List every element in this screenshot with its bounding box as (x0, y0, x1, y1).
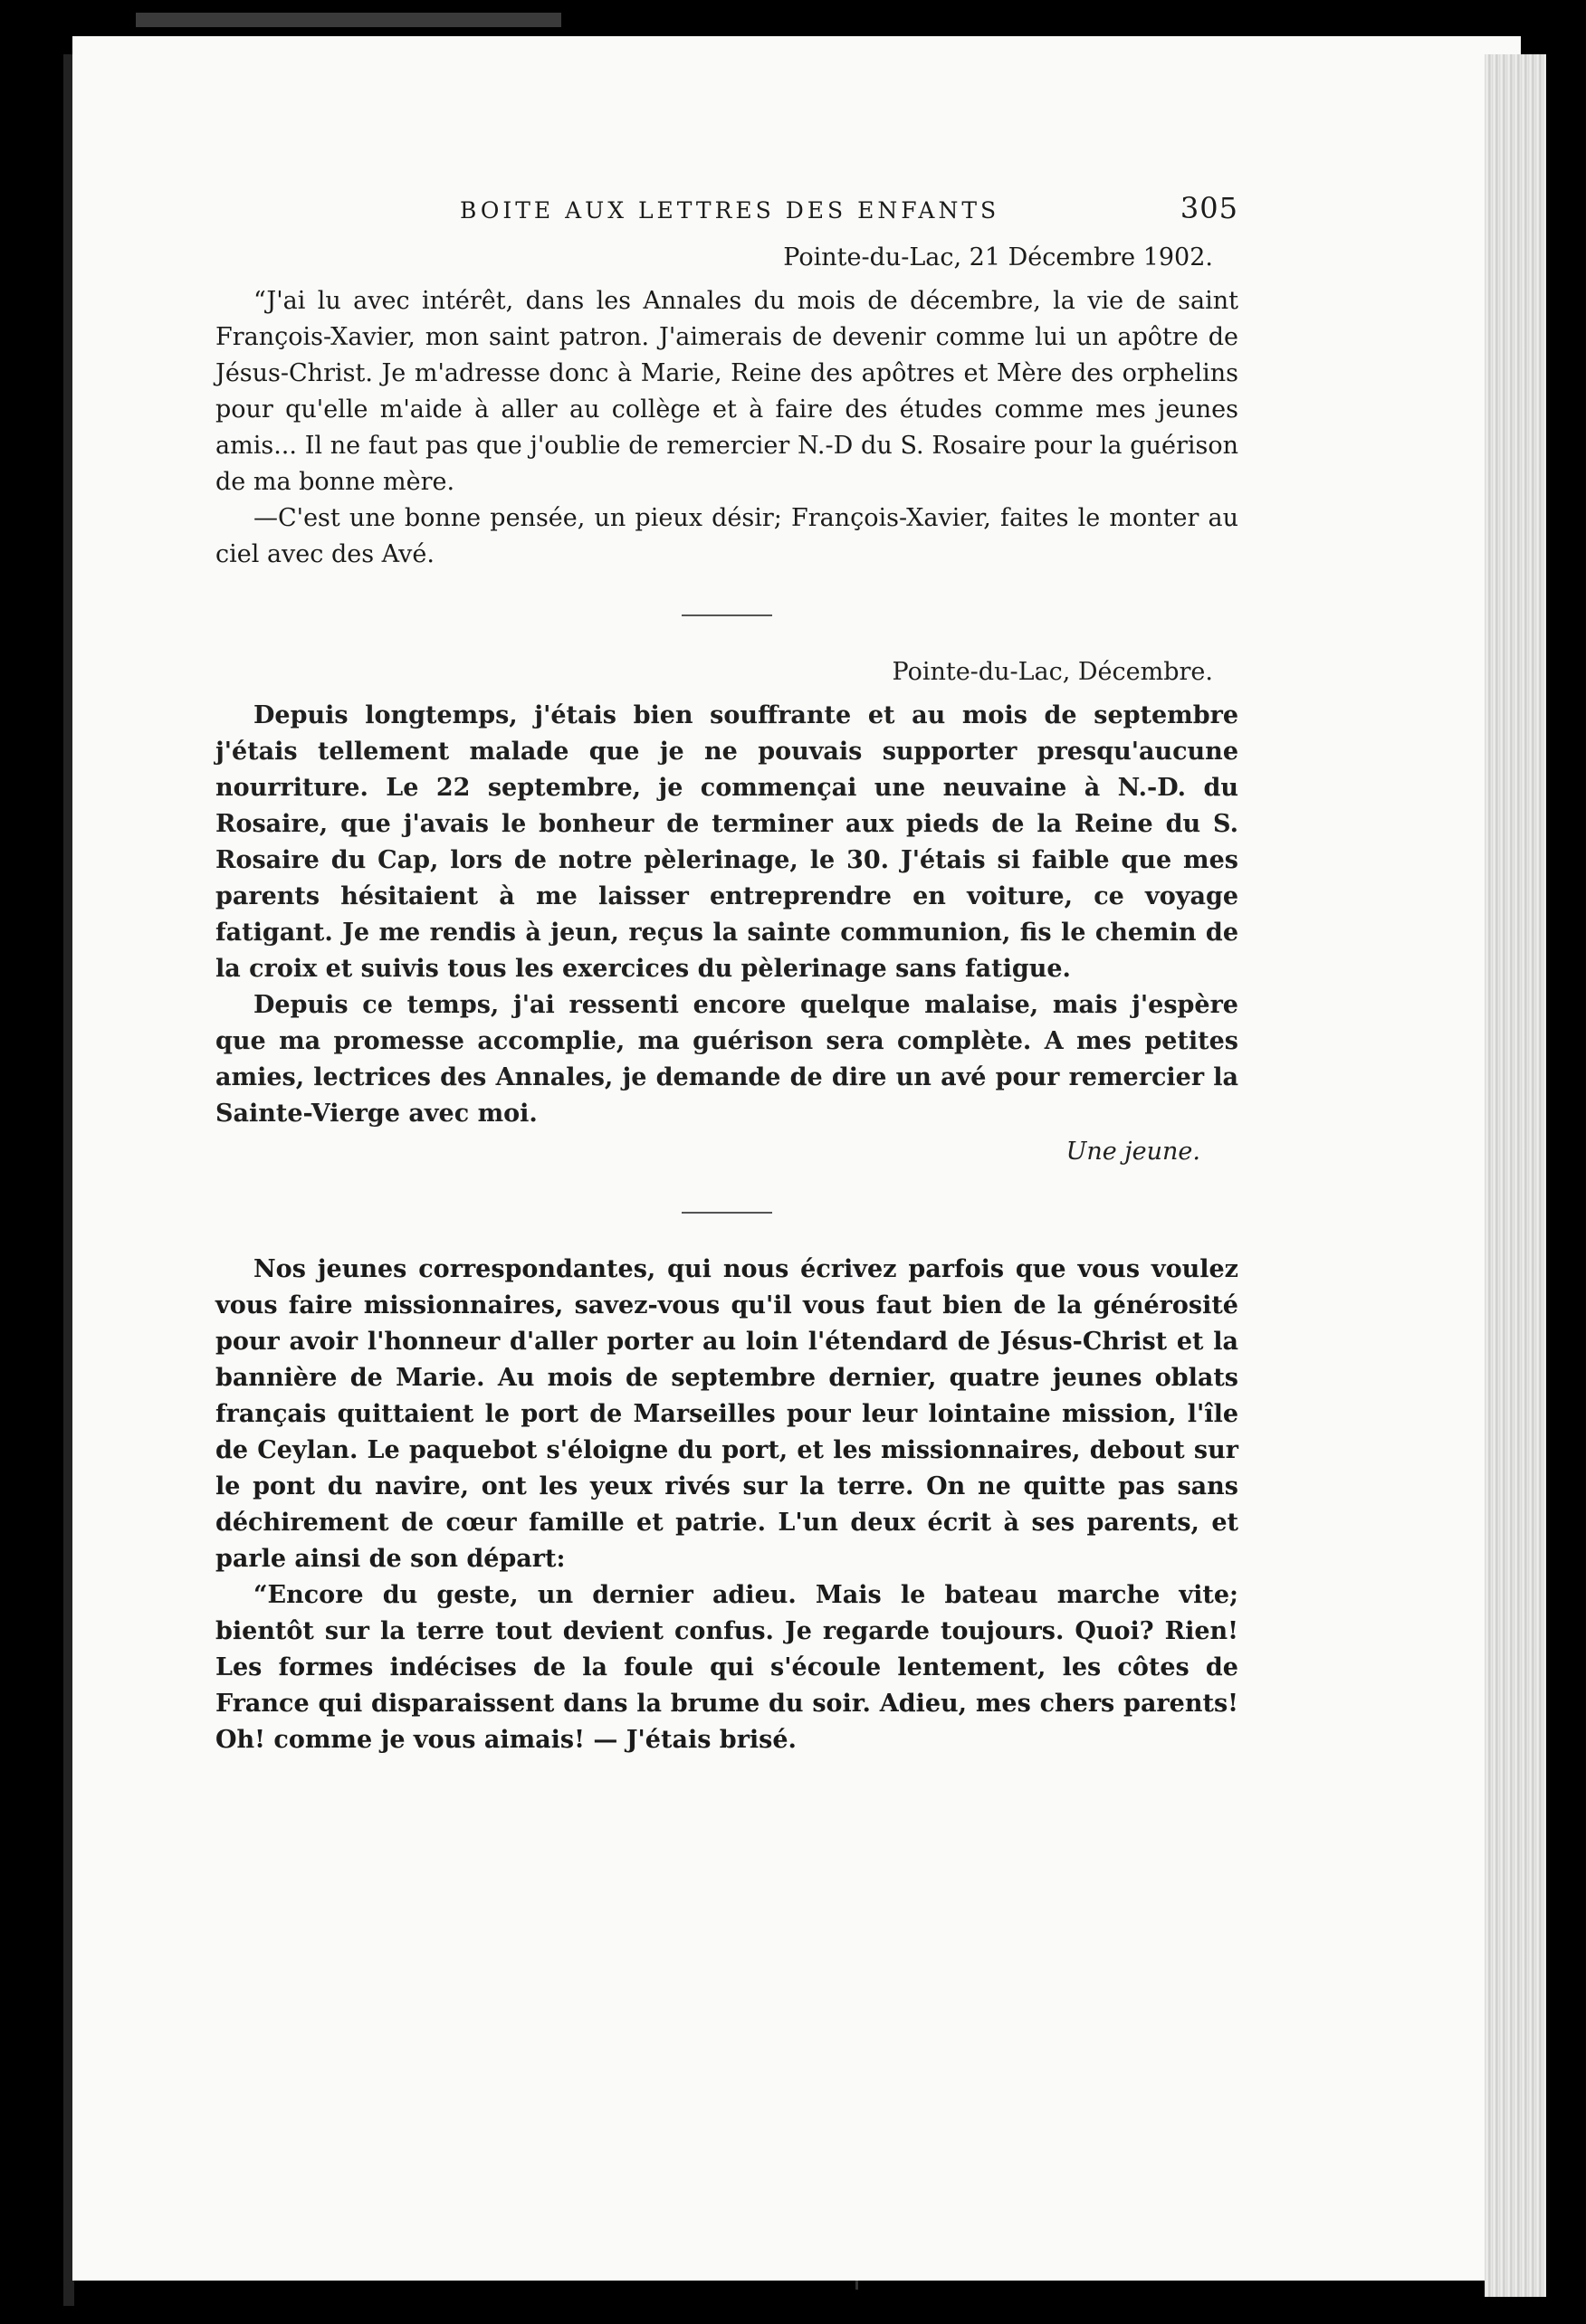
section-3-paragraph-2: “Encore du geste, un dernier adieu. Mais le bateau marche vite; bientôt sur la terre tout devient confus. Je regarde toujours. Quoi? Rien! Les formes indécises de la foule qui s'écoule lentement, les côtes de France qui disparaissent dans la brume du soir. Adieu, mes chers parents! Oh! comme je vous aimais! — J'étais brisé. (215, 1581, 1238, 1754)
letter-2-signature: Une jeune. (1065, 1138, 1200, 1166)
running-head-title: BOITE AUX LETTRES DES ENFANTS (460, 197, 1000, 224)
letter-1-paragraph-2: —C'est une bonne pensée, un pieux désir; François-Xavier, faites le monter au ciel avec des Avé. (215, 504, 1238, 568)
running-head (215, 190, 1238, 229)
letter-2 (215, 654, 1238, 1170)
section-divider-1 (682, 614, 772, 616)
letter-1-dateline: Pointe-du-Lac, 21 Décembre 1902. (783, 243, 1213, 271)
page-edge-stack (1485, 54, 1546, 2297)
page-mark (855, 2281, 858, 2290)
letter-2-paragraph-1: Depuis longtemps, j'étais bien souffrante et au mois de septembre j'étais tellement malade que je ne pouvais supporter presqu'aucune nourriture. Le 22 septembre, je commençai une neuvaine à N.-D. du Rosaire, que j'avais le bonheur de terminer aux pieds de la Reine du S. Rosaire du Cap, lors de notre pèlerinage, le 30. J'étais si faible que mes parents hésitaient à me laisser entreprendre en voiture, ce voyage fatigant. Je me rendis à jeun, reçus la sainte communion, fis le chemin de la croix et suivis tous les exercices du pèlerinage sans fatigue. (215, 701, 1238, 983)
section-3 (215, 1252, 1238, 1758)
letter-2-paragraph-2: Depuis ce temps, j'ai ressenti encore quelque malaise, mais j'espère que ma promesse accomplie, ma guérison sera complète. A mes petites amies, lectrices des Annales, je demande de dire un avé pour remercier la Sainte-Vierge avec moi. (215, 991, 1238, 1128)
letter-1-paragraph-1: “J'ai lu avec intérêt, dans les Annales du mois de décembre, la vie de saint François-Xavier, mon saint patron. J'aimerais de devenir comme lui un apôtre de Jésus-Christ. Je m'adresse donc à Marie, Reine des apôtres et Mère des orphelins pour qu'elle m'aide à aller au collège et à faire des études comme mes jeunes amis... Il ne faut pas que j'oublie de remercier N.-D du S. Rosaire pour la guérison de ma bonne mère. (215, 287, 1238, 496)
section-3-paragraph-1: Nos jeunes correspondantes, qui nous écrivez parfois que vous voulez vous faire missionnaires, savez-vous qu'il vous faut bien de la générosité pour avoir l'honneur d'aller porter au loin l'étendard de Jésus-Christ et la bannière de Marie. Au mois de septembre dernier, quatre jeunes oblats français quittaient le port de Marseilles pour leur lointaine mission, l'île de Ceylan. Le paquebot s'éloigne du port, et les missionnaires, debout sur le pont du navire, ont les yeux rivés sur la terre. On ne quitte pas sans déchirement de cœur famille et patrie. L'un deux écrit à ses parents, et parle ainsi de son départ: (215, 1255, 1238, 1573)
letter-2-dateline: Pointe-du-Lac, Décembre. (892, 658, 1213, 686)
scan-artifact (136, 13, 561, 27)
section-divider-2 (682, 1212, 772, 1214)
letter-1 (215, 240, 1238, 573)
page-text (215, 190, 1238, 1758)
page-number: 305 (1180, 191, 1238, 225)
